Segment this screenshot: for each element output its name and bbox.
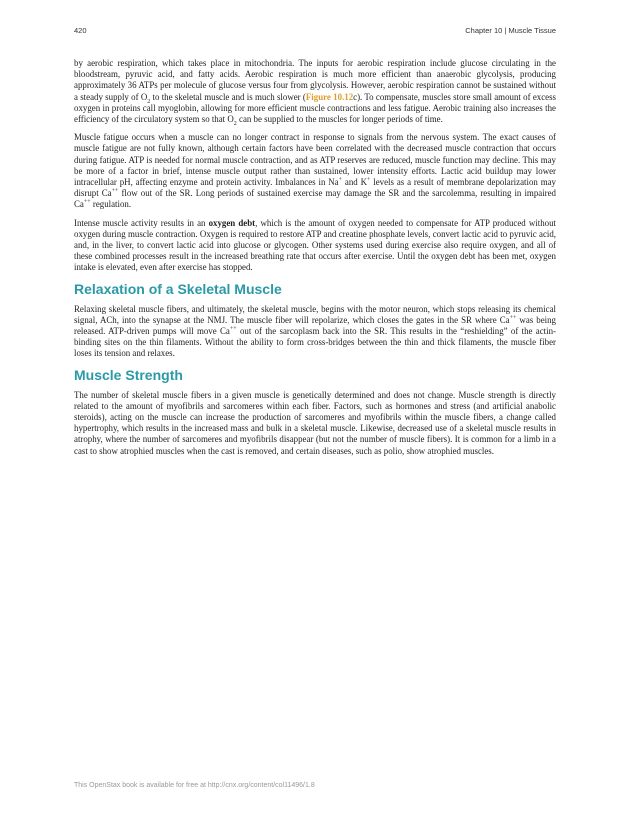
text-run: Muscle fatigue occurs when a muscle can no longer contract in response to signals from the nervous system. The exact causes of muscle fatigue are not fully known, although certain factors have been correlated with the decreased muscle contraction that occurs during fatigue. ATP is needed for normal muscle contraction, and as ATP reserves are reduced, muscle function may decline. This may be more of a factor in brief, intense muscle output rather than sustained, lower intensity efforts. Lactic acid buildup may lower intracellular pH, affecting enzyme and protein activity. Imbalances in Na	[74, 132, 556, 188]
text-run: regulation.	[90, 199, 132, 210]
text-run: Relaxing skeletal muscle fibers, and ultimately, the skeletal muscle, begins with the motor neuron, which stops releasing its chemical signal, ACh, into the synapse at the NMJ. The muscle fiber will repolarize, which closes the gates in the SR where Ca	[74, 303, 556, 325]
main-content	[74, 58, 556, 464]
text-run: and K	[342, 177, 367, 188]
paragraph-relaxation	[74, 304, 556, 360]
subscript: 2	[233, 120, 237, 127]
paragraph-aerobic-respiration	[74, 58, 556, 125]
text-run: out of the sarcoplasm back into the SR. This results in the “reshielding” of the actin-binding sites on the thin filaments. Without the ability to form cross-bridges between the thin and thick filaments, the muscle fiber loses its tension and relaxes.	[74, 326, 556, 359]
chapter-title: Chapter 10 | Muscle Tissue	[465, 26, 556, 35]
paragraph-muscle-fatigue	[74, 132, 556, 210]
text-run: by aerobic respiration, which takes place in mitochondria. The inputs for aerobic respiration include glucose circulating in the bloodstream, pyruvic acid, and fatty acids. Aerobic respiration is much more efficient than anaerobic glycolysis, producing approximately 36 ATPs per molecule of glucose versus four from glycolysis. However, aerobic respiration cannot be sustained without a steady supply of O	[74, 58, 556, 102]
text-run: can be supplied to the muscles for longer periods of time.	[236, 114, 443, 125]
section-heading-muscle-strength: Muscle Strength	[74, 366, 183, 383]
superscript: ++	[229, 326, 237, 333]
text-run: was being released. ATP-driven pumps will move Ca	[74, 314, 556, 337]
text-run: Intense muscle activity results in an	[74, 217, 209, 228]
text-run: c). To compensate, muscles store small amount of excess oxygen in proteins call myoglobin, allowing for more efficient muscle contractions and less fatigue. Aerobic training also increases the efficiency of the circulatory system so that O	[74, 91, 556, 125]
superscript: +	[338, 177, 343, 184]
text-run: flow out of the SR. Long periods of sustained exercise may damage the SR and the sarcolemma, resulting in impaired Ca	[74, 188, 556, 210]
text-run: levels as a result of membrane depolarization may disrupt Ca	[74, 177, 556, 199]
figure-link[interactable]: Figure 10.12	[305, 91, 354, 102]
subscript: 2	[147, 98, 151, 105]
superscript: ++	[509, 314, 517, 321]
superscript: ++	[83, 199, 91, 206]
superscript: ++	[111, 188, 119, 195]
superscript: +	[366, 177, 371, 184]
page-number: 420	[74, 26, 87, 35]
paragraph-muscle-strength: The number of skeletal muscle fibers in a given muscle is genetically determined and does not change. Muscle strength is directly related to the amount of myofibrils and sarcomeres within each fiber. Factors, such as hormones and stress (and artificial anabolic steroids), acting on the muscle can increase the production of sarcomeres and myofibrils within the muscle fibers, a change called hypertrophy, which results in the increased mass and bulk in a skeletal muscle. Likewise, decreased use of a skeletal muscle results in atrophy, where the number of sarcomeres and myofibrils disappear (but not the number of muscle fibers). It is common for a limb in a cast to show atrophied muscles when the cast is removed, and certain diseases, such as polio, show atrophied muscles.	[74, 389, 556, 456]
section-heading-relaxation: Relaxation of a Skeletal Muscle	[74, 280, 282, 297]
page-footer: This OpenStax book is available for free at http://cnx.org/content/col11496/1.8	[74, 782, 315, 789]
key-term: oxygen debt	[208, 217, 256, 228]
text-run: , which is the amount of oxygen needed to compensate for ATP produced without oxygen during muscle contraction. Oxygen is required to restore ATP and creatine phosphate levels, convert lactic acid to pyruvic acid, and, in the liver, to convert lactic acid into glucose or glycogen. Other systems used during exercise also require oxygen, and all of these combined processes result in the increased breathing rate that occurs after exercise. Until the oxygen debt has been met, oxygen intake is elevated, even after exercise has stopped.	[74, 217, 556, 273]
text-run: to the skeletal muscle and is much slower (	[150, 91, 306, 102]
paragraph-oxygen-debt	[74, 218, 556, 274]
